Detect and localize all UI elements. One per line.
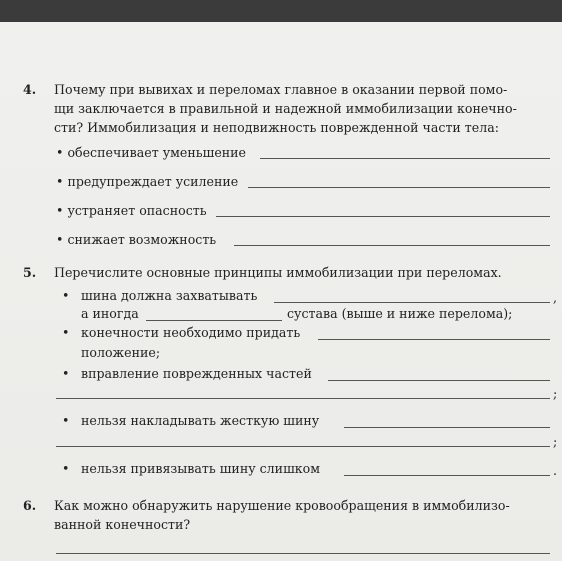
q5-bullet-1-cont-b: сустава (выше и ниже перелома);	[287, 306, 513, 321]
q5-answer-line-3[interactable]	[318, 339, 550, 340]
question-5-number: 5.	[23, 265, 37, 280]
q5-bullet-3-text: вправление поврежденных частей	[81, 366, 312, 381]
q4-bullet-4-text: снижает возможность	[67, 232, 217, 247]
q5-answer-line-2[interactable]	[146, 320, 282, 321]
q5-period: .	[553, 463, 558, 478]
q5-answer-line-4[interactable]	[328, 380, 550, 381]
question-4-text-line-1: Почему при вывихах и переломах главное в оказании первой помо-	[54, 82, 508, 97]
question-6-text-line-2: ванной конечности?	[54, 517, 191, 532]
q4-bullet-3: • устраняет опасность	[56, 203, 207, 218]
q4-answer-line-2[interactable]	[248, 187, 550, 188]
question-4-text-line-2: щи заключается в правильной и надежной иммобилизации конечно-	[54, 101, 517, 116]
q4-bullet-1-text: обеспечивает уменьшение	[67, 145, 247, 160]
q4-answer-line-4[interactable]	[234, 245, 550, 246]
top-bar	[0, 0, 562, 22]
q5-bullet-1-cont-a: а иногда	[81, 306, 139, 321]
q5-comma-1: ,	[553, 290, 558, 305]
q5-bullet-2-dot: •	[62, 325, 70, 340]
q5-answer-line-7[interactable]	[56, 446, 550, 447]
q5-answer-line-8[interactable]	[344, 475, 550, 476]
q5-bullet-4-dot: •	[62, 413, 70, 428]
q5-bullet-2-text: конечности необходимо придать	[81, 325, 301, 340]
q5-bullet-3-dot: •	[62, 366, 70, 381]
q5-bullet-5-text: нельзя привязывать шину слишком	[81, 461, 321, 476]
q5-answer-line-6[interactable]	[344, 427, 550, 428]
q4-bullet-2: • предупреждает усиление	[56, 174, 239, 189]
q5-semicolon-2: ;	[553, 434, 558, 449]
q5-answer-line-5[interactable]	[56, 398, 550, 399]
q4-bullet-2-text: предупреждает усиление	[67, 174, 239, 189]
question-4-number: 4.	[23, 82, 37, 97]
q5-semicolon-1: ;	[553, 386, 558, 401]
q5-bullet-5-dot: •	[62, 461, 70, 476]
question-6-number: 6.	[23, 498, 37, 513]
q6-answer-line-1[interactable]	[56, 553, 550, 554]
question-4-text-line-3: сти? Иммобилизация и неподвижность поврежденной части тела:	[54, 120, 499, 135]
q5-bullet-2-cont: положение;	[81, 345, 161, 360]
question-5-text: Перечислите основные принципы иммобилизации при переломах.	[54, 265, 502, 280]
q5-bullet-4-text: нельзя накладывать жесткую шину	[81, 413, 320, 428]
q4-bullet-1: • обеспечивает уменьшение	[56, 145, 247, 160]
q4-answer-line-3[interactable]	[216, 216, 550, 217]
q4-answer-line-1[interactable]	[260, 158, 550, 159]
q4-bullet-3-text: устраняет опасность	[67, 203, 207, 218]
question-6-text-line-1: Как можно обнаружить нарушение кровообращения в иммобилизо-	[54, 498, 510, 513]
q5-answer-line-1[interactable]	[274, 302, 550, 303]
q5-bullet-1-text: шина должна захватывать	[81, 288, 258, 303]
q4-bullet-4: • снижает возможность	[56, 232, 217, 247]
q5-bullet-1-dot: •	[62, 288, 70, 303]
